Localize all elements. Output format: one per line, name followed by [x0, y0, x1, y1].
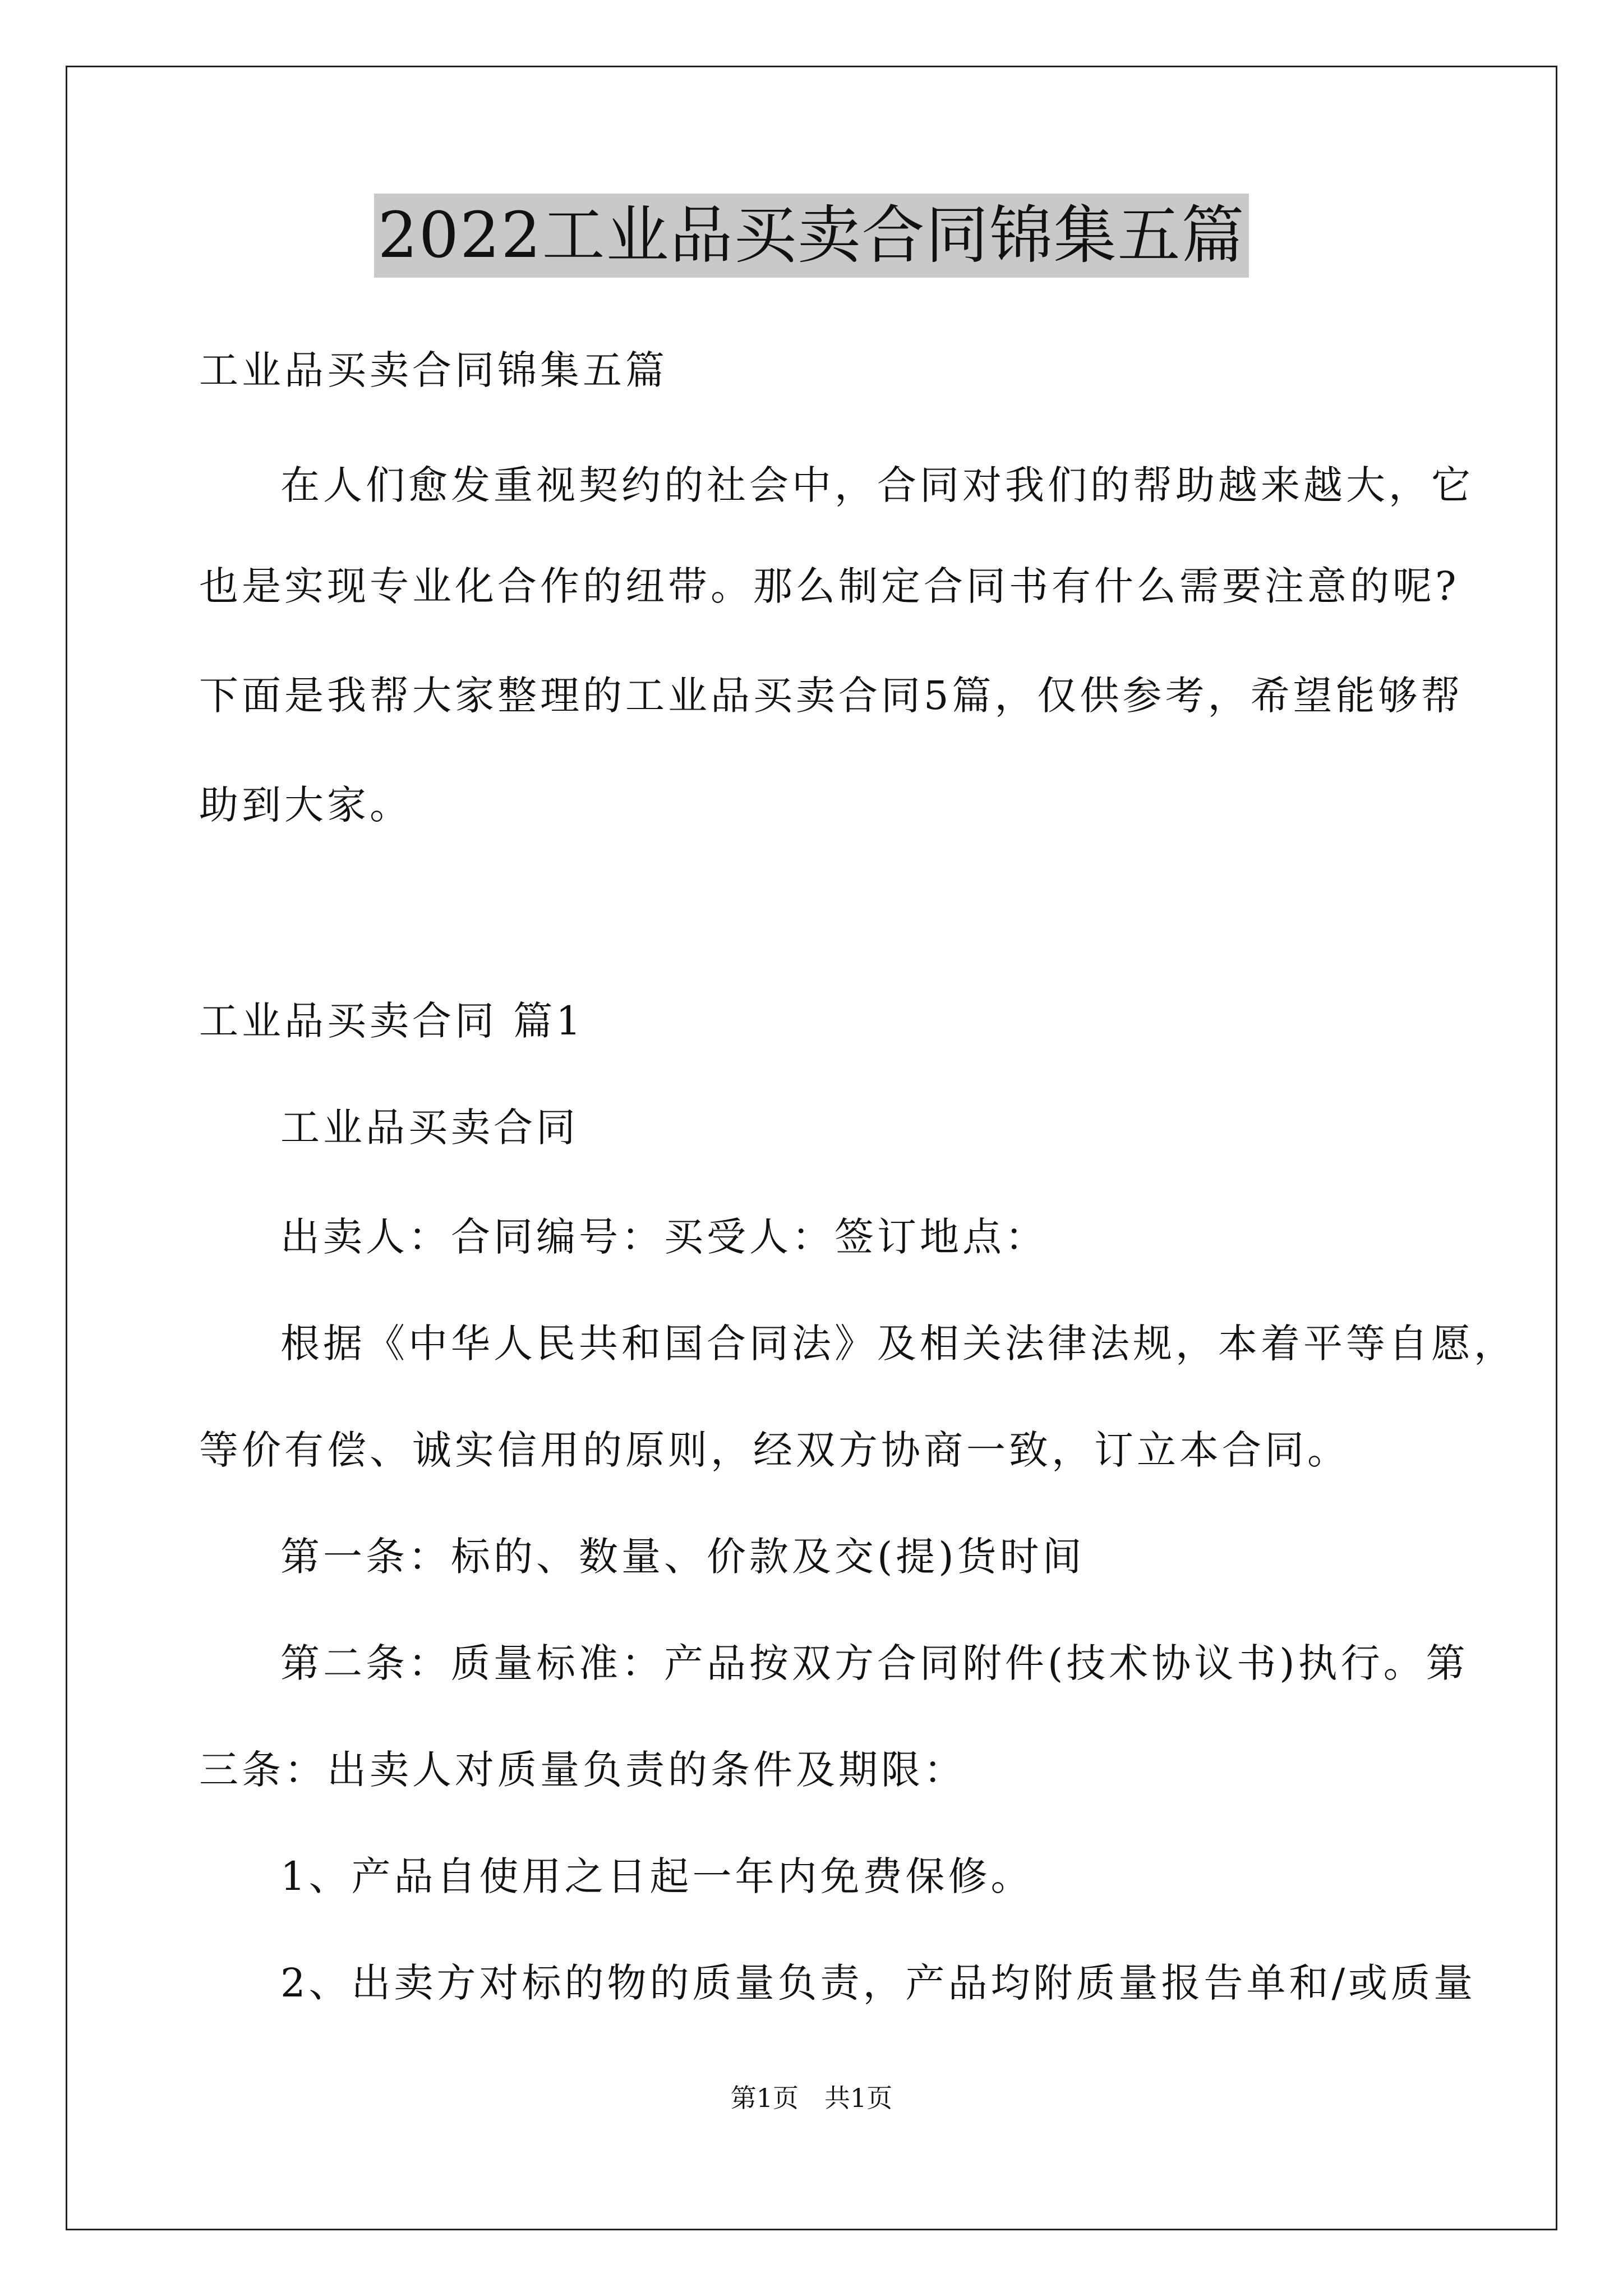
- document-title: 2022工业品买卖合同锦集五篇: [374, 194, 1248, 278]
- contract-title-line: 工业品买卖合同: [280, 1105, 579, 1151]
- article-1-line: 第一条：标的、数量、价款及交(提)货时间: [280, 1534, 1085, 1580]
- subtitle-line: 工业品买卖合同锦集五篇: [199, 347, 668, 393]
- page-footer: 第1页 共1页: [730, 2083, 893, 2113]
- article-3-line: 三条：出卖人对质量负责的条件及期限：: [199, 1747, 966, 1793]
- section-heading: 工业品买卖合同 篇1: [199, 998, 584, 1044]
- article-2-line: 第二条：质量标准：产品按双方合同附件(技术协议书)执行。第: [280, 1640, 1469, 1686]
- basis-line-2: 等价有偿、诚实信用的原则，经双方协商一致，订立本合同。: [199, 1427, 1350, 1473]
- clause-1-line: 1、产品自使用之日起一年内免费保修。: [280, 1853, 1034, 1899]
- intro-line-4: 助到大家。: [199, 782, 412, 828]
- basis-line-1: 根据《中华人民共和国合同法》及相关法律法规，本着平等自愿，: [280, 1320, 1516, 1366]
- intro-line-2: 也是实现专业化合作的纽带。那么制定合同书有什么需要注意的呢?: [199, 563, 1460, 609]
- clause-2-line: 2、出卖方对标的物的质量负责，产品均附质量报告单和/或质量: [280, 1960, 1477, 2006]
- intro-line-1: 在人们愈发重视契约的社会中，合同对我们的帮助越来越大，它: [280, 462, 1474, 508]
- parties-line: 出卖人：合同编号：买受人：签订地点：: [280, 1214, 1048, 1260]
- title-container: [0, 194, 1623, 278]
- intro-line-3: 下面是我帮大家整理的工业品买卖合同5篇，仅供参考，希望能够帮: [199, 673, 1464, 719]
